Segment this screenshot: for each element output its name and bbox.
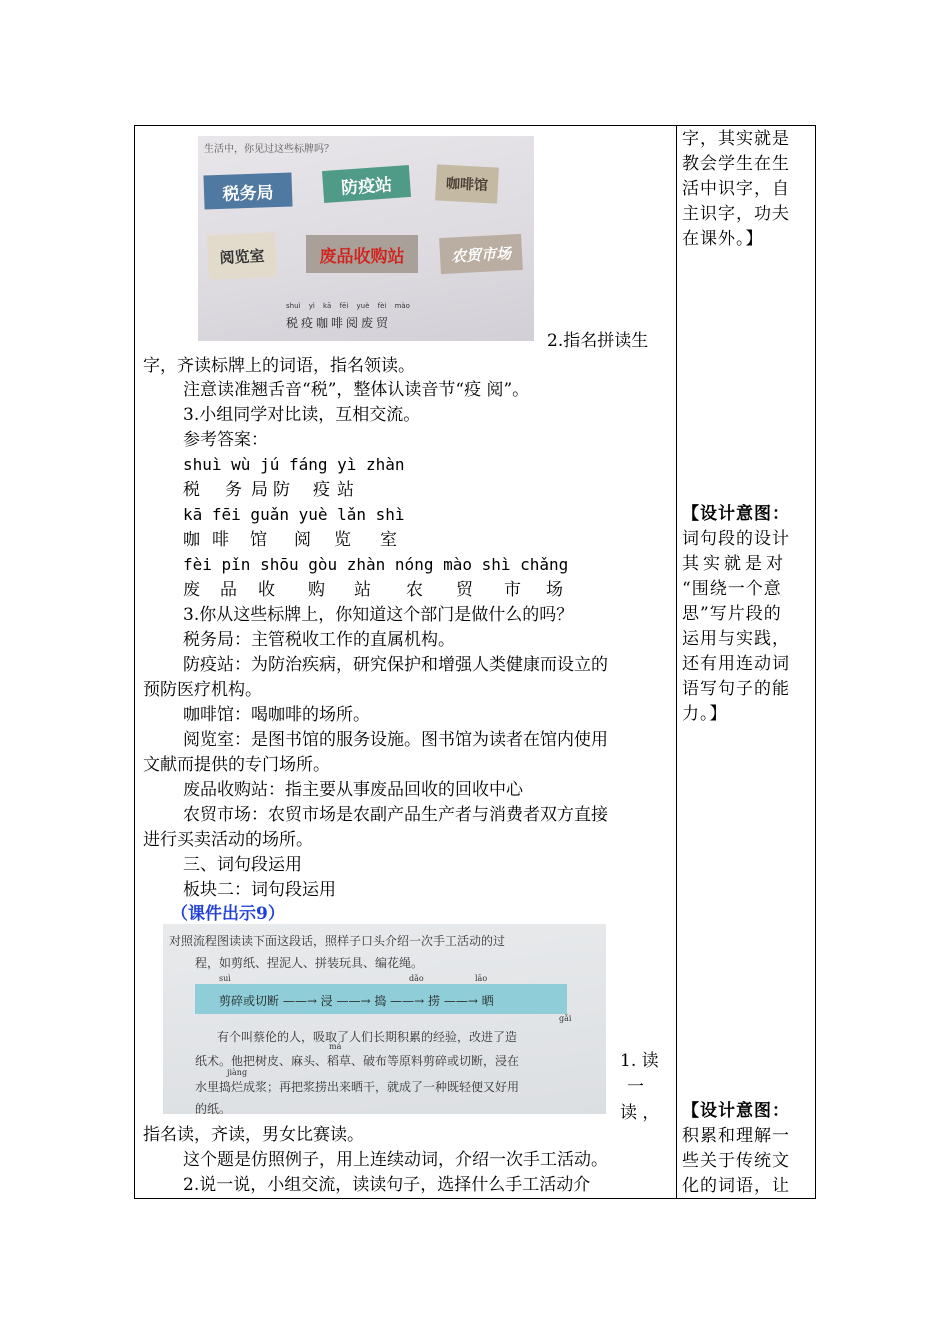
passage-line: 的纸。 — [195, 1102, 232, 1114]
hanzi: 农 — [406, 580, 423, 600]
section-heading: 三、词句段运用 — [183, 855, 302, 875]
hanzi: 啡 — [212, 530, 229, 550]
note-line: 主识字，功夫 — [682, 204, 790, 224]
text-line: 预防医疗机构。 — [143, 680, 262, 700]
pinyin-annotation: má — [329, 1042, 342, 1051]
text-line: 参考答案： — [183, 430, 268, 450]
column-divider — [676, 126, 677, 1198]
text-line: 3.你从这些标牌上，你知道这个部门是做什么的吗？ — [183, 605, 574, 625]
hanzi: 贸 — [456, 580, 473, 600]
text-line: 1. 读 — [620, 1051, 659, 1071]
hanzi: 局 — [251, 480, 268, 500]
hanzi-line — [183, 478, 357, 502]
hanzi: 室 — [380, 530, 397, 550]
question-line: 程，如剪纸、捏泥人、拼装玩具、编花绳。 — [195, 956, 424, 970]
teaching-process-column — [135, 126, 676, 1198]
text-line: 指名读，齐读，男女比赛读。 — [143, 1125, 364, 1145]
sign-farmers-market: 农贸市场 — [439, 234, 523, 274]
sign-recycling-station: 废品收购站 — [306, 235, 418, 273]
pinyin-line: fèi pǐn shōu gòu zhàn nóng mào shì chǎng — [183, 555, 569, 574]
new-characters-strip — [276, 298, 506, 340]
note-line: 还有用连动词 — [682, 654, 790, 674]
hanzi: 咖 — [183, 530, 200, 550]
note-line: 思”写片段的 — [682, 604, 782, 624]
pinyin-line: shuì wù jú fáng yì zhàn — [183, 455, 405, 474]
text-line: 废品收购站：指主要从事废品回收的回收中心 — [183, 780, 523, 800]
text-line: 咖啡馆：喝咖啡的场所。 — [183, 705, 370, 725]
hanzi: 站 — [337, 480, 354, 500]
photo-hint: 生活中，你见过这些标牌吗？ — [204, 144, 334, 155]
note-line: 活中识字，自 — [682, 179, 790, 199]
sign-tax-bureau: 税务局 — [203, 172, 292, 209]
sign-epidemic-station: 防疫站 — [322, 165, 411, 203]
pinyin-annotation: suì — [219, 974, 231, 983]
courseware-note: （课件出示9） — [171, 904, 285, 924]
pinyin-annotation: jiàng — [227, 1068, 248, 1077]
hanzi: 品 — [220, 580, 237, 600]
hanzi: 馆 — [250, 530, 267, 550]
text-line: 2.说一说，小组交流，读读句子，选择什么手工活动介 — [183, 1175, 591, 1195]
text-line: 这个题是仿照例子，用上连续动词，介绍一次手工活动。 — [183, 1150, 608, 1170]
lesson-table — [134, 125, 816, 1199]
papermaking-flow-photo — [163, 924, 606, 1114]
passage-line: 有个叫蔡伦的人，吸取了人们长期积累的经验，改进了造 — [217, 1030, 518, 1044]
hanzi: 场 — [546, 580, 563, 600]
hanzi: 览 — [334, 530, 351, 550]
note-line: 化的词语，让 — [682, 1176, 790, 1196]
passage-line: 水里捣烂成浆；再把浆捞出来晒干，就成了一种既轻便又好用 — [195, 1080, 520, 1094]
note-line: “围绕一个意 — [682, 579, 782, 599]
hanzi: 防 — [273, 480, 290, 500]
process-flow-bar — [195, 984, 567, 1014]
design-intent-heading: 【设计意图： — [682, 504, 790, 524]
hanzi: 废 — [183, 580, 200, 600]
pinyin-annotation: dǎo — [409, 974, 424, 983]
design-intent-column — [682, 126, 808, 1198]
text-line: 税务局：主管税收工作的直属机构。 — [183, 630, 455, 650]
hanzi-line — [183, 578, 566, 602]
text-line: 注意读准翘舌音“税”，整体认读音节“疫 阅”。 — [183, 380, 530, 400]
design-intent-heading: 【设计意图： — [682, 1101, 790, 1121]
note-line: 积累和理解一 — [682, 1126, 790, 1146]
text-line: 防疫站：为防治疾病，研究保护和增强人类健康而设立的 — [183, 655, 608, 675]
flow-steps: 剪碎或切断 ——→ 浸 ——→ 捣 ——→ 捞 ——→ 晒 — [219, 994, 494, 1008]
signboards-photo — [198, 136, 534, 341]
note-line: 词句段的设计 — [682, 529, 790, 549]
block-heading: 板块二：词句段运用 — [183, 880, 336, 900]
hanzi: 务 — [225, 480, 242, 500]
text-line: 农贸市场：农贸市场是农副产品生产者与消费者双方直接 — [183, 805, 608, 825]
hanzi: 疫 — [313, 480, 330, 500]
hanzi: 市 — [504, 580, 521, 600]
note-line: 在课外。】 — [682, 229, 764, 249]
note-line: 些关于传统文 — [682, 1151, 790, 1171]
sign-reading-room: 阅览室 — [207, 232, 277, 279]
pinyin-line: kā fēi guǎn yuè lǎn shì — [183, 505, 405, 524]
strip-pinyin: shuì yì kā fēi yuè fèi mào — [286, 302, 410, 310]
pinyin-annotation: gǎi — [559, 1014, 572, 1023]
text-line: 3.小组同学对比读，互相交流。 — [183, 405, 421, 425]
text-line: 字，齐读标牌上的词语，指名领读。 — [143, 356, 415, 376]
note-line: 力。】 — [682, 704, 728, 724]
strip-characters: 税疫咖啡阅废贸 — [286, 316, 392, 330]
hanzi: 阅 — [294, 530, 311, 550]
passage-line: 纸术。他把树皮、麻头、稻草、破布等原料剪碎或切断，浸在 — [195, 1054, 520, 1068]
hanzi: 收 — [258, 580, 275, 600]
text-line: 进行买卖活动的场所。 — [143, 830, 313, 850]
text-line: 一 — [627, 1077, 644, 1097]
text-line: 文献而提供的专门场所。 — [143, 755, 330, 775]
hanzi: 税 — [183, 480, 200, 500]
text-line: 阅览室：是图书馆的服务设施。图书馆为读者在馆内使用 — [183, 730, 608, 750]
note-line: 字，其实就是 — [682, 129, 790, 149]
text-line: 2.指名拼读生 — [547, 331, 649, 351]
note-line: 语写句子的能 — [682, 679, 790, 699]
note-line: 教会学生在生 — [682, 154, 790, 174]
hanzi: 购 — [308, 580, 325, 600]
hanzi: 站 — [354, 580, 371, 600]
hanzi-line — [183, 528, 400, 552]
pinyin-annotation: lāo — [475, 974, 488, 983]
note-line: 运用与实践， — [682, 629, 790, 649]
note-line: 其实就是对 — [682, 554, 787, 574]
sign-cafe: 咖啡馆 — [435, 164, 499, 203]
question-line: 对照流程图读读下面这段话，照样子口头介绍一次手工活动的过 — [169, 934, 506, 948]
text-line: 读 ， — [620, 1103, 660, 1123]
